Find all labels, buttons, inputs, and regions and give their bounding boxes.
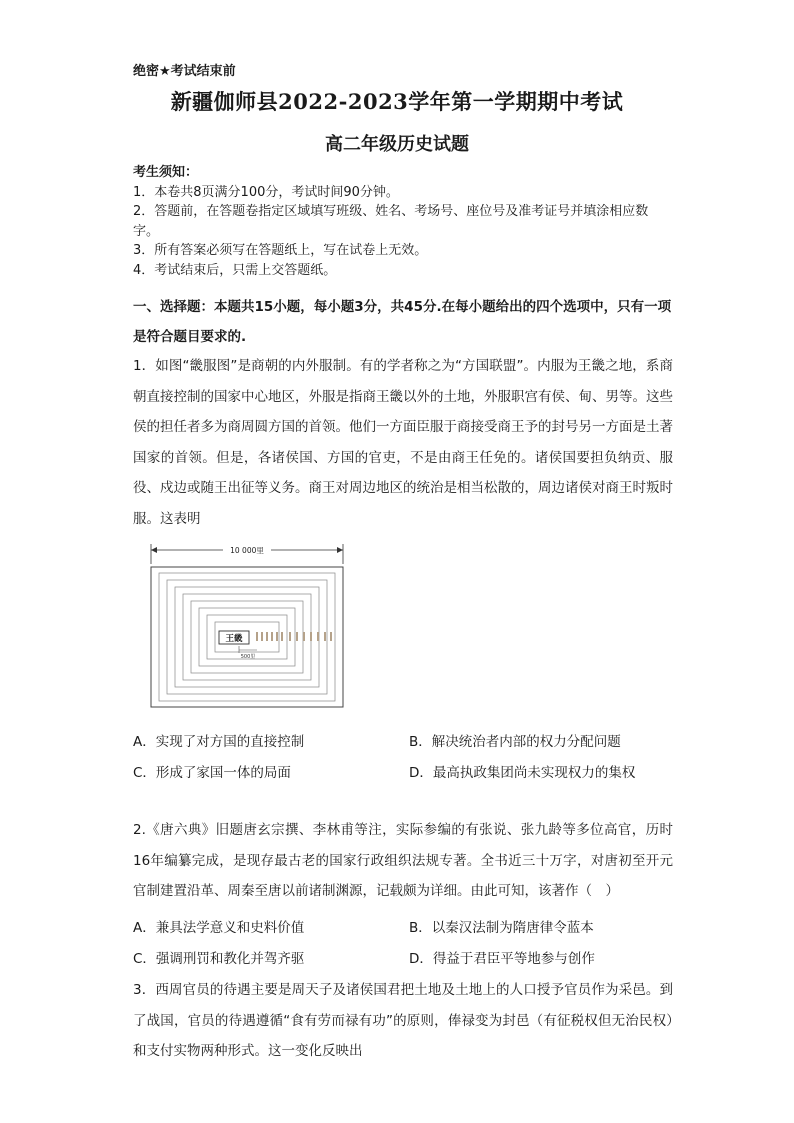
secret-mark: 绝密★考试结束前 [133,64,236,79]
question-2-stem: 2.《唐六典》旧题唐玄宗撰、李林甫等注，实际参编的有张说、张九龄等多位高官，历时16年编纂完成，是现存最古老的国家行政组织法规专著。全书近三十万字，对唐初至开元官制建置沿革、周秦至唐以前诸制渊源，记载颇为详细。由此可知，该著作（ ） [133,822,673,899]
option-c[interactable]: C．强调刑罚和教化并驾齐驱 [133,951,305,967]
question-3-stem: 3．西周官员的待遇主要是周天子及诸侯国君把土地及土地上的人口授予官员作为采邑。到了战国，官员的待遇遵循“食有劳而禄有功”的原则，俸禄变为封邑（有征税权但无治民权）和支付实物两种形式。这一变化反映出 [133,982,673,1059]
notice-item: 4．考试结束后，只需上交答题纸。 [133,262,337,278]
notice-item: 3．所有答案必须写在答题纸上，写在试卷上无效。 [133,243,428,258]
arrow-left [151,547,157,553]
notice-item: 2．答题前，在答题卷指定区域填写班级、姓名、考场号、座位号及准考证号并填涂相应数字。 [133,204,649,239]
center-label: 王畿 [225,634,243,644]
exam-title: 新疆伽师县2022-2023学年第一学期期中考试 [170,89,624,114]
top-distance-label: 10 000里 [230,546,264,555]
option-b[interactable]: B．解决统治者内部的权力分配问题 [409,734,621,750]
option-a[interactable]: A．兼具法学意义和史料价值 [133,920,305,936]
jifu-diagram [143,540,353,710]
section-heading: 一、选择题：本题共15小题，每小题3分，共45分.在每小题给出的四个选项中，只有一项是符合题目要求的. [133,299,672,345]
exam-subtitle: 高二年级历史试题 [325,134,469,155]
question-1-stem: 1．如图“畿服图”是商朝的内外服制。有的学者称之为“方国联盟”。内服为王畿之地，系商朝直接控制的国家中心地区，外服是指商王畿以外的土地，外服职宫有侯、甸、男等。这些侯的担任者多为商周圆方国的首领。他们一方面臣服于商接受商王予的封号另一方面是土著国家的首领。但是，各诸侯国、方国的官吏，不是由商王任免的。诸侯国要担负纳贡、服役、戍边或随王出征等义务。商王对周边地区的统治是相当松散的，周边诸侯对商王时叛时服。这表明 [133,358,673,527]
arrow-right [337,547,343,553]
option-b[interactable]: B．以秦汉法制为隋唐律令蓝本 [409,920,594,936]
inner-distance-label: 500里 [240,654,256,660]
option-c[interactable]: C．形成了家国一体的局面 [133,765,291,781]
notice-block [133,163,673,280]
ring-tick-marks [256,632,332,641]
option-d[interactable]: D．最高执政集团尚未实现权力的集权 [409,765,636,781]
option-a[interactable]: A．实现了对方国的直接控制 [133,734,305,750]
notice-item: 1．本卷共8页满分100分，考试时间90分钟。 [133,184,399,200]
notice-heading: 考生须知： [133,165,199,180]
option-d[interactable]: D．得益于君臣平等地参与创作 [409,951,595,967]
